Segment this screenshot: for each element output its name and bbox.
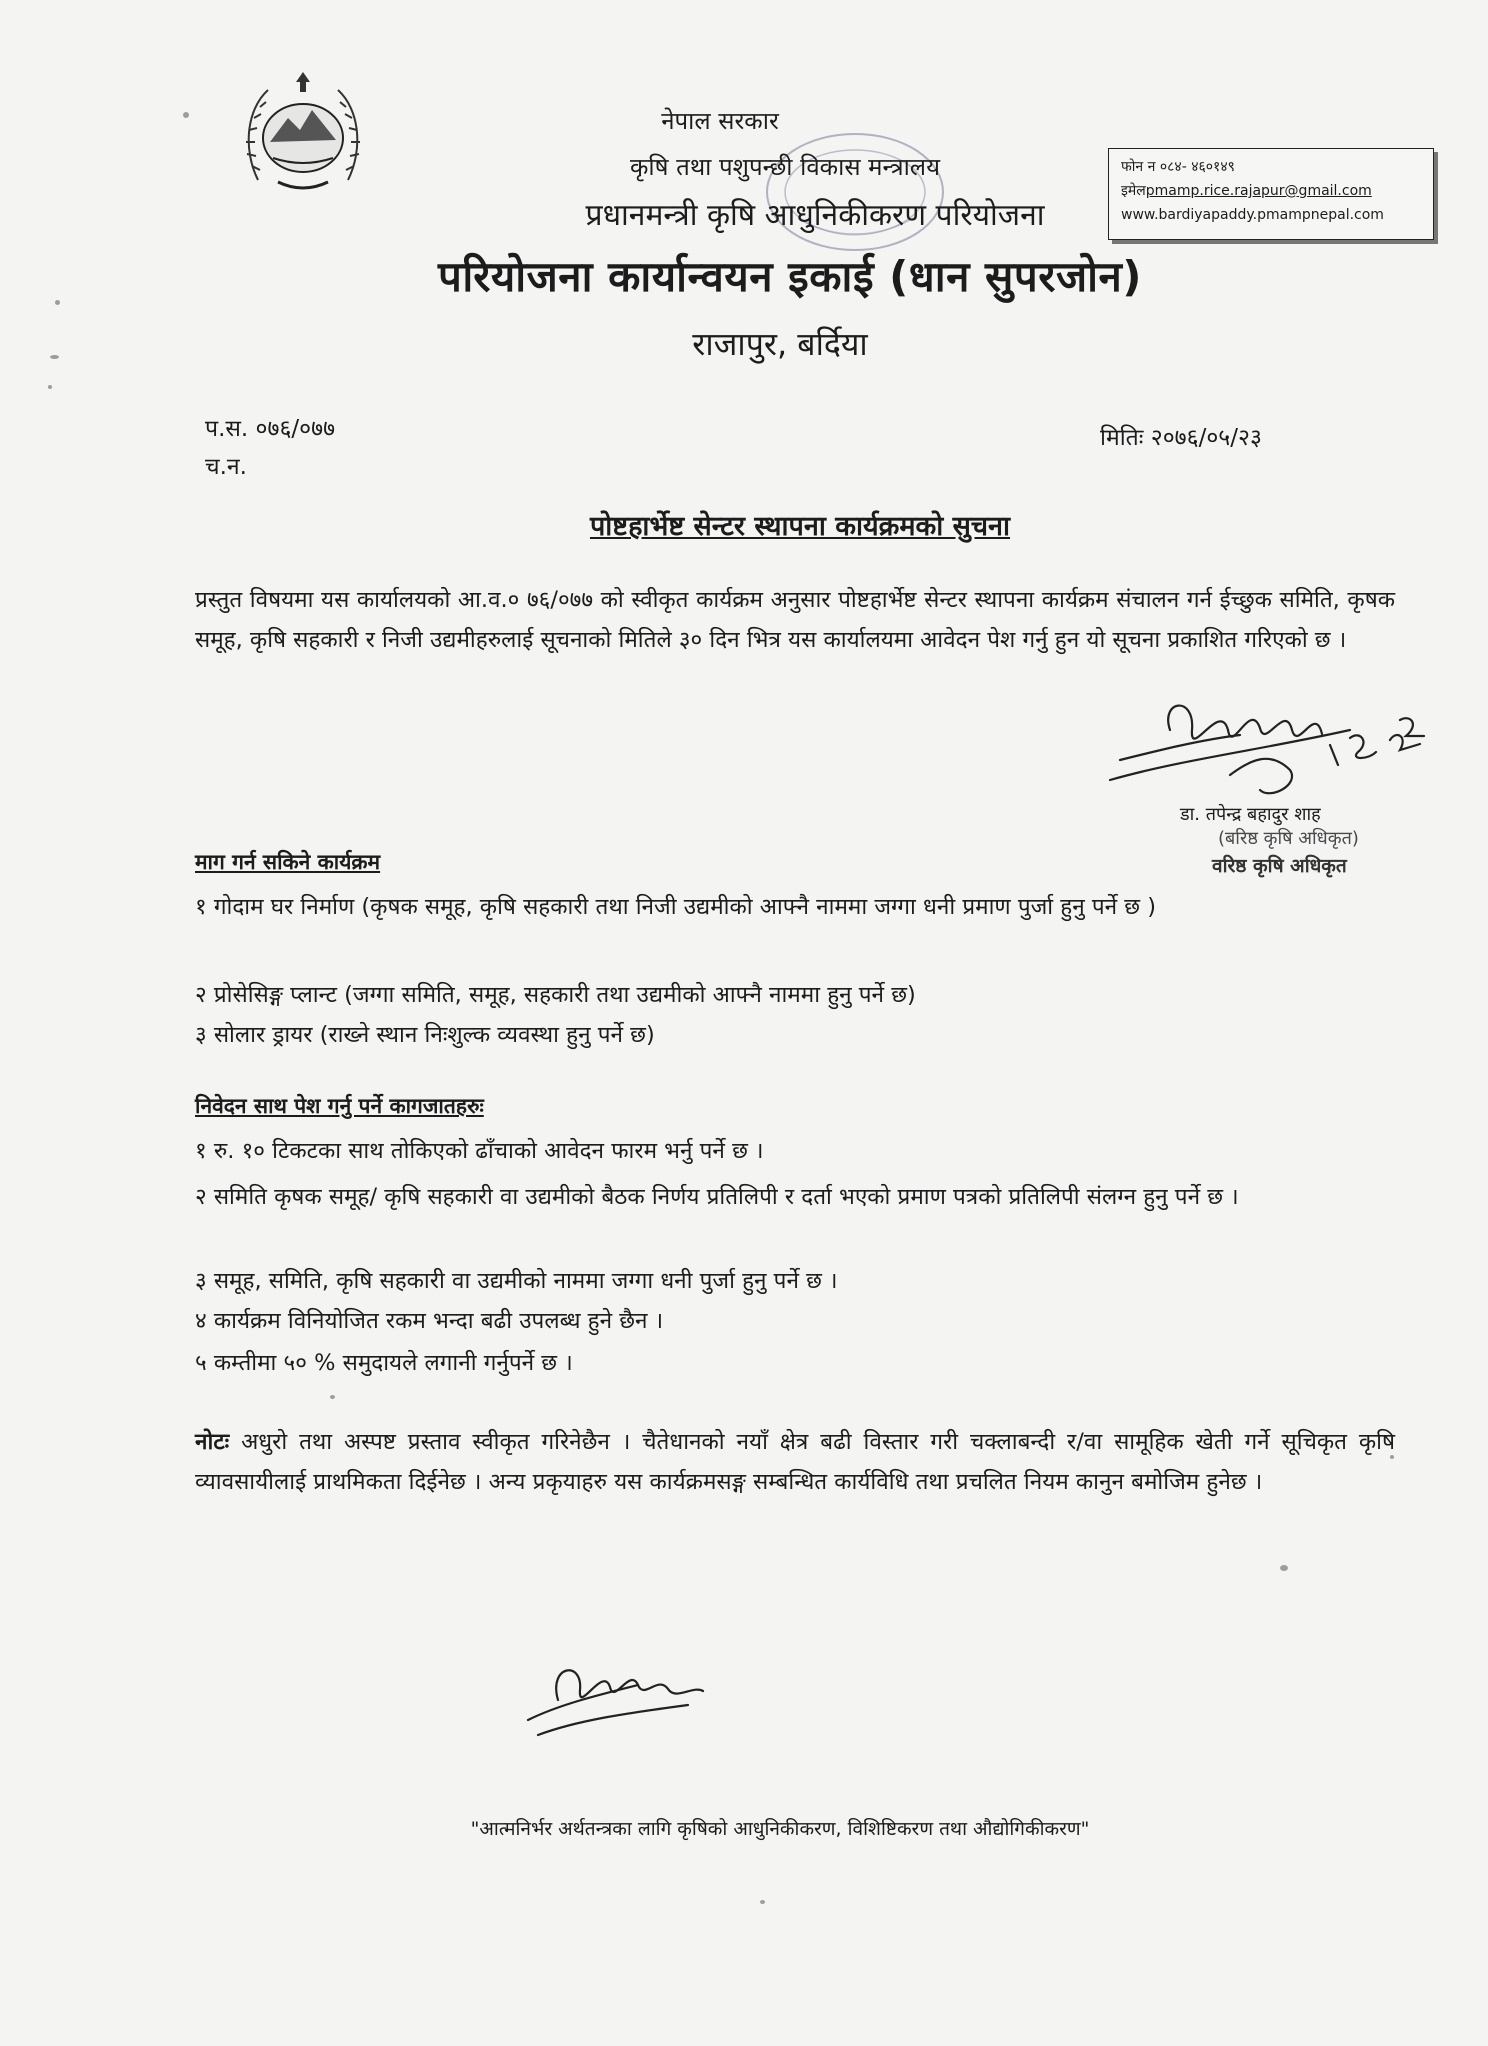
- document-item: ३ समूह, समिति, कृषि सहकारी वा उद्यमीको नाममा जग्गा धनी पुर्जा हुनु पर्ने छ ।: [195, 1268, 838, 1294]
- footer-motto: "आत्मनिर्भर अर्थतन्त्रका लागि कृषिको आधुनिकीकरण, विशिष्टिकरण तथा औद्योगिकीकरण": [470, 1818, 1090, 1840]
- reference-block: [205, 410, 335, 486]
- signature-image: [518, 1645, 718, 1740]
- contact-box: [1108, 148, 1434, 240]
- note-text: अधुरो तथा अस्पष्ट प्रस्ताव स्वीकृत गरिनेछैन । चैतेधानको नयाँ क्षेत्र बढी विस्तार गरी चक्लाबन्दी र/वा सामूहिक खेती गर्ने सूचिकृत कृषि व्यावसायीलाई प्राथमिकता दिईनेछ । अन्य प्रकृयाहरु यस कार्यक्रमसङ्ग सम्बन्धित कार्यविधि तथा प्रचलित नियम कानुन बमोजिम हुनेछ ।: [195, 1429, 1395, 1495]
- program-item: २ प्रोसेसिङ्ग प्लान्ट (जग्गा समिति, समूह, सहकारी तथा उद्यमीको आफ्नै नाममा हुनु पर्ने छ): [195, 982, 916, 1008]
- contact-phone: फोन न ०८४- ४६०१४९: [1121, 159, 1235, 175]
- note-label: नोटः: [195, 1429, 230, 1455]
- signatory-title: (बरिष्ठ कृषि अधिकृत): [1218, 828, 1359, 849]
- program-item: १ गोदाम घर निर्माण (कृषक समूह, कृषि सहकारी तथा निजी उद्यमीको आफ्नै नाममा जग्गा धनी प्रमाण पुर्जा हुनु पर्ने छ ): [195, 894, 1156, 920]
- contact-website[interactable]: www.bardiyapaddy.pmampnepal.com: [1121, 207, 1384, 223]
- header-ministry: कृषि तथा पशुपन्छी विकास मन्त्रालय: [630, 153, 940, 181]
- header-unit-title: परियोजना कार्यान्वयन इकाई (धान सुपरजोन): [437, 252, 1142, 301]
- signatory-stamp-text: वरिष्ठ कृषि अधिकृत: [1212, 855, 1347, 877]
- document-item: ५ कम्तीमा ५० % समुदायले लगानी गर्नुपर्ने छ ।: [195, 1350, 573, 1376]
- documents-heading: निवेदन साथ पेश गर्नु पर्ने कागजातहरुः: [195, 1094, 484, 1118]
- note-paragraph: [195, 1422, 1395, 1502]
- header-location: राजापुर, बर्दिया: [692, 325, 868, 363]
- notice-subject: पोष्टहार्भेष्ट सेन्टर स्थापना कार्यक्रमको सुचना: [589, 511, 1011, 542]
- contact-email-row: [1121, 179, 1421, 203]
- program-item: ३ सोलार ड्रायर (राख्ने स्थान निःशुल्क व्यवस्था हुनु पर्ने छ): [195, 1022, 655, 1048]
- chalani-number: च.न.: [205, 454, 247, 480]
- signatory-name: डा. तपेन्द्र बहादुर शाह: [1180, 804, 1321, 825]
- notice-date: मितिः २०७६/०५/२३: [1100, 425, 1262, 451]
- contact-email[interactable]: pmamp.rice.rajapur@gmail.com: [1145, 183, 1372, 199]
- document-item: २ समिति कृषक समूह/ कृषि सहकारी वा उद्यमीको बैठक निर्णय प्रतिलिपी र दर्ता भएको प्रमाण पत्रको प्रतिलिपी संलग्न हुनु पर्ने छ ।: [195, 1184, 1239, 1210]
- intro-paragraph: प्रस्तुत विषयमा यस कार्यालयको आ.व.० ७६/०७७ को स्वीकृत कार्यक्रम अनुसार पोष्टहार्भेष्ट सेन्टर स्थापना कार्यक्रम संचालन गर्न ईच्छुक समिति, कृषक समूह, कृषि सहकारी र निजी उद्यमीहरुलाई सूचनाको मितिले ३० दिन भित्र यस कार्यालयमा आवेदन पेश गर्नु हुन यो सूचना प्रकाशित गरिएको छ ।: [195, 587, 1395, 653]
- document-item: ४ कार्यक्रम विनियोजित रकम भन्दा बढी उपलब्ध हुने छैन ।: [195, 1308, 664, 1334]
- programs-heading: माग गर्न सकिने कार्यक्रम: [195, 850, 381, 874]
- document-item: १ रु. १० टिकटका साथ तोकिएको ढाँचाको आवेदन फारम भर्नु पर्ने छ ।: [195, 1138, 764, 1164]
- coat-of-arms-icon: [238, 70, 368, 196]
- contact-email-label: इमेल: [1121, 183, 1146, 199]
- header-government: नेपाल सरकार: [661, 107, 779, 135]
- header-project: प्रधानमन्त्री कृषि आधुनिकीकरण परियोजना: [585, 198, 1045, 233]
- patra-sankhya: प.स. ०७६/०७७: [205, 416, 336, 442]
